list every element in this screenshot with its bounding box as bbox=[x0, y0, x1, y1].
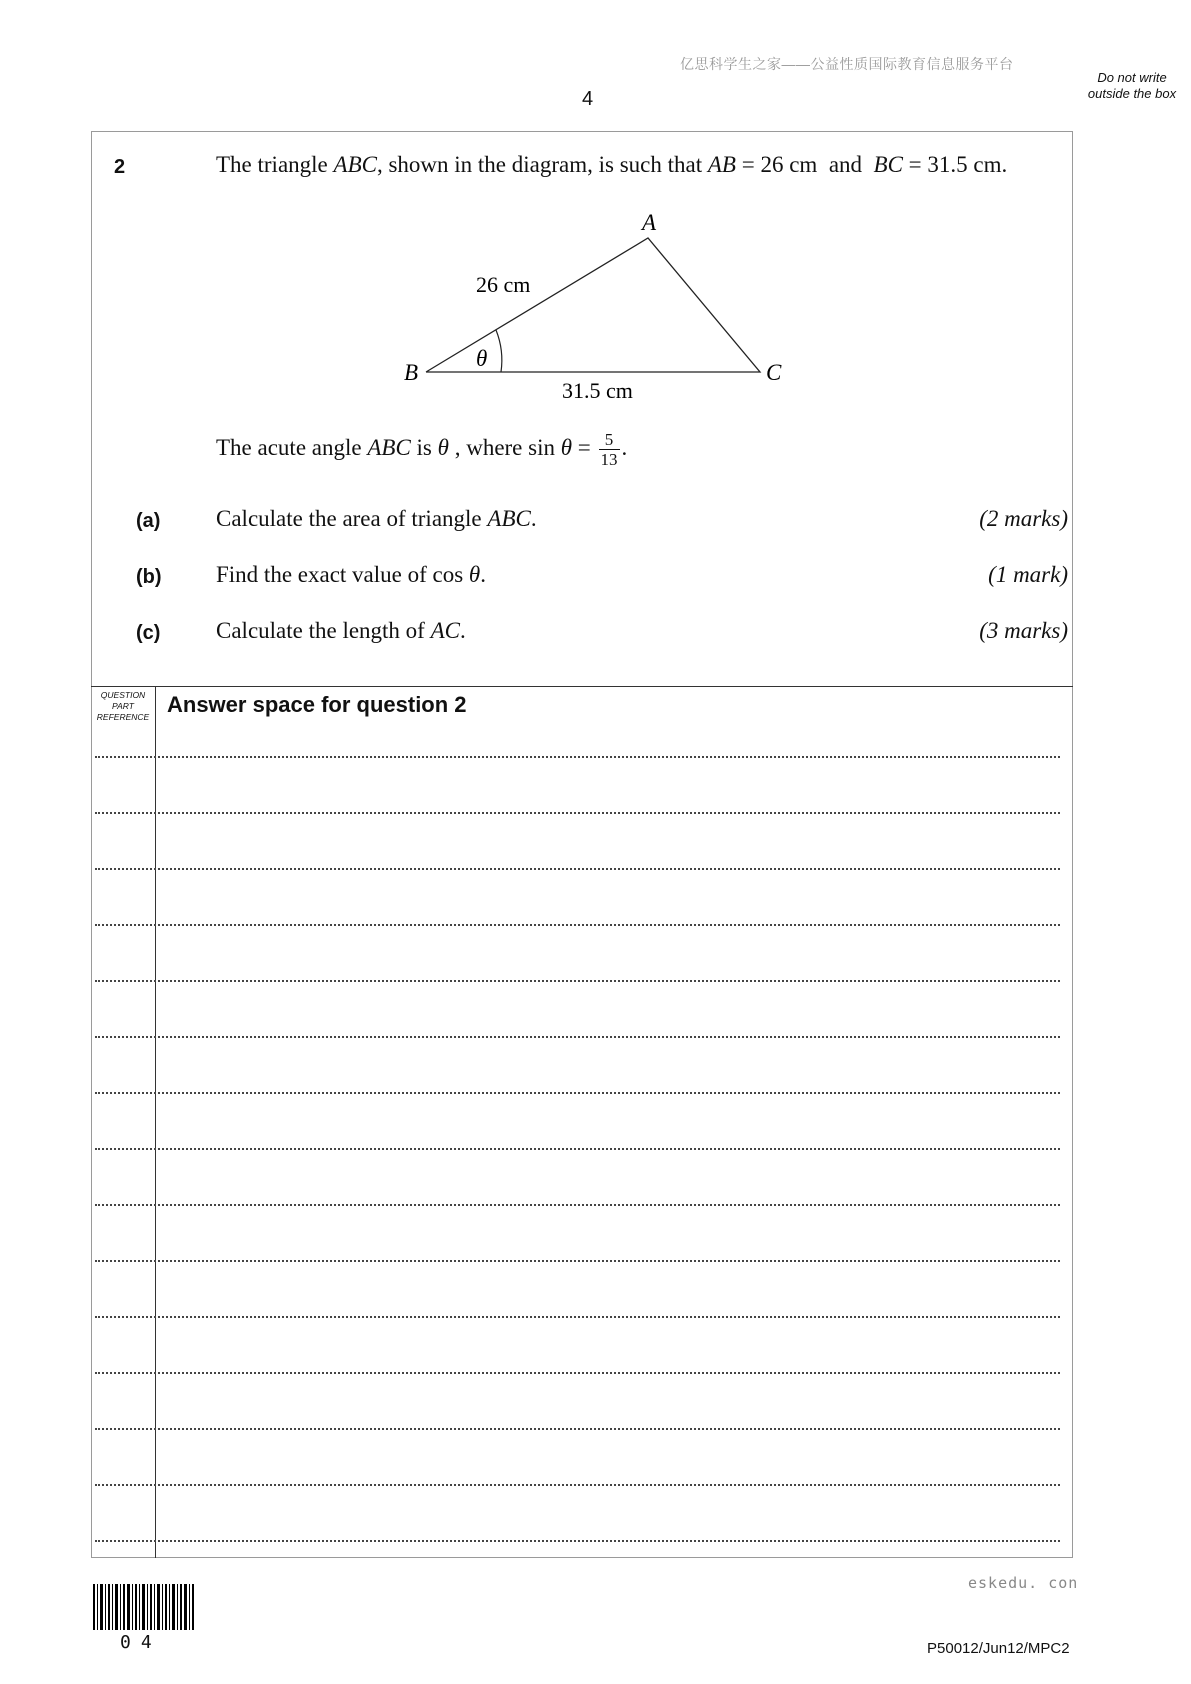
answer-line[interactable] bbox=[95, 1092, 1060, 1094]
answer-line[interactable] bbox=[95, 1036, 1060, 1038]
triangle-diagram bbox=[380, 200, 800, 400]
barcode-number: 04 bbox=[120, 1632, 162, 1653]
acute-angle-statement: The acute angle ABC is θ , where sin θ = $\frac{5}{13}$ . bbox=[216, 430, 628, 469]
answer-line[interactable] bbox=[95, 1204, 1060, 1206]
answer-line[interactable] bbox=[95, 1148, 1060, 1150]
part-b-text: Find the exact value of cos θ. bbox=[216, 562, 486, 587]
answer-line[interactable] bbox=[95, 1540, 1060, 1542]
answer-divider bbox=[91, 686, 1073, 687]
answer-line[interactable] bbox=[95, 756, 1060, 758]
vertex-c-label: C bbox=[766, 360, 782, 385]
part-a-label: (a) bbox=[136, 510, 161, 532]
side-ab-label: 26 cm bbox=[476, 272, 531, 297]
watermark-text: 亿思科学生之家——公益性质国际教育信息服务平台 bbox=[680, 56, 1014, 72]
footer-code: P50012/Jun12/MPC2 bbox=[927, 1640, 1070, 1657]
question-number: 2 bbox=[114, 156, 126, 178]
question-part-reference-label: QUESTION PART REFERENCE bbox=[96, 690, 150, 722]
side-bc-label: 31.5 cm bbox=[562, 378, 633, 400]
vertex-b-label: B bbox=[404, 360, 419, 385]
answer-line[interactable] bbox=[95, 1316, 1060, 1318]
answer-space-title: Answer space for question 2 bbox=[167, 692, 467, 717]
part-a-text: Calculate the area of triangle ABC. bbox=[216, 506, 537, 531]
question-intro: The triangle ABC, shown in the diagram, is such that AB = 26 cm and BC = 31.5 cm. bbox=[216, 152, 1008, 177]
answer-line[interactable] bbox=[95, 1484, 1060, 1486]
part-b-label: (b) bbox=[136, 566, 162, 588]
margin-note: Do not write outside the box bbox=[1087, 70, 1177, 101]
answer-line[interactable] bbox=[95, 924, 1060, 926]
part-c-label: (c) bbox=[136, 622, 161, 644]
answer-line[interactable] bbox=[95, 980, 1060, 982]
part-b-marks: (1 mark) bbox=[988, 562, 1068, 587]
fraction: $\frac{5}{13}$ bbox=[600, 430, 618, 469]
answer-line[interactable] bbox=[95, 1372, 1060, 1374]
answer-line[interactable] bbox=[95, 868, 1060, 870]
vertex-a-label: A bbox=[642, 210, 657, 235]
answer-line[interactable] bbox=[95, 812, 1060, 814]
part-c-text: Calculate the length of AC. bbox=[216, 618, 466, 643]
part-c-marks: (3 marks) bbox=[979, 618, 1068, 643]
angle-theta-label: θ bbox=[476, 346, 488, 371]
answer-line[interactable] bbox=[95, 1428, 1060, 1430]
eskedu-watermark: eskedu. con bbox=[968, 1574, 1079, 1592]
angle-arc bbox=[496, 330, 502, 372]
barcode bbox=[93, 1584, 197, 1630]
page-number: 4 bbox=[582, 88, 594, 110]
part-a-marks: (2 marks) bbox=[979, 506, 1068, 531]
answer-line[interactable] bbox=[95, 1260, 1060, 1262]
